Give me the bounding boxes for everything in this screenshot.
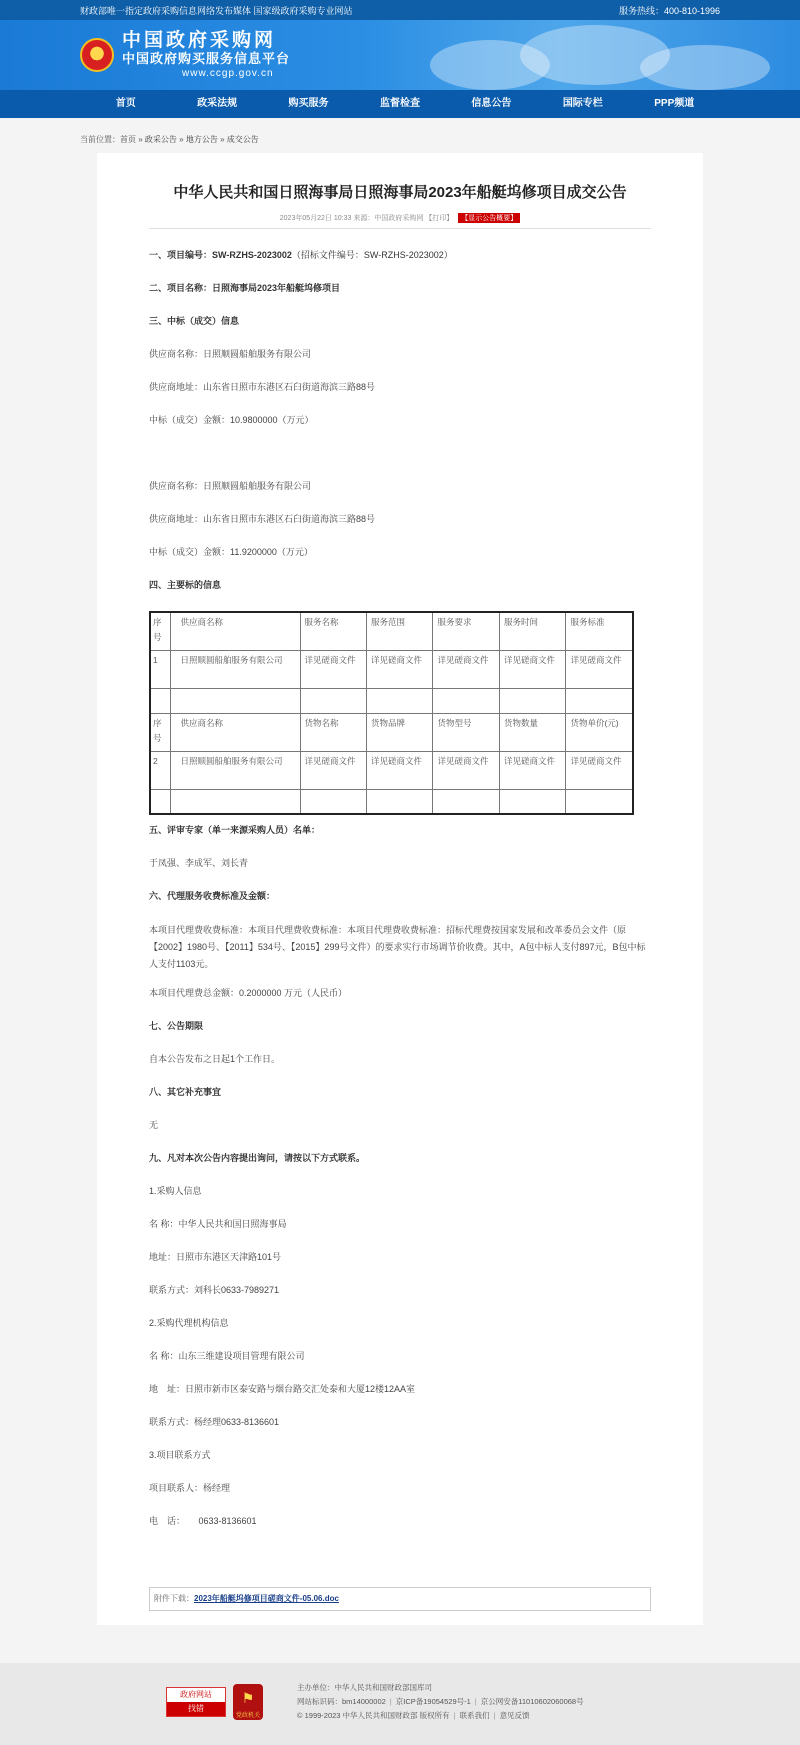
project-contact-person: 项目联系人：杨经理 — [149, 1483, 231, 1493]
breadcrumb-local[interactable]: 地方公告 — [185, 135, 218, 144]
table-cell: 货物品牌 — [366, 713, 432, 751]
project-code: SW-RZHS-2023002 — [212, 250, 292, 260]
table-row — [150, 688, 633, 713]
site-footer — [0, 1663, 800, 1745]
article-meta — [149, 213, 651, 223]
table-cell — [150, 688, 170, 713]
breadcrumb-deal[interactable]: 成交公告 — [226, 135, 259, 144]
main-nav — [0, 90, 800, 118]
table-cell — [499, 688, 565, 713]
footer-info: 主办单位：中华人民共和国财政部国库司 网站标识码：bm14000002 | 京ICP备19054529号-1 | 京公网安备11010602060068号 © 1999-2023 中华人民共和国财政部 版权所有 | 联系我们 | 意见反馈 — [297, 1683, 584, 1720]
host-unit: 主办单位：中华人民共和国财政部国库司 — [297, 1683, 432, 1692]
purchaser-contact: 联系方式：刘科长0633-7989271 — [149, 1285, 280, 1295]
purchaser-title: 1.采购人信息 — [149, 1186, 202, 1196]
table-cell: 详见磋商文件 — [366, 650, 432, 688]
gov-badge-action: 找错 — [167, 1702, 225, 1716]
breadcrumb-prefix: 当前位置： — [80, 135, 120, 144]
article-panel — [97, 153, 703, 1625]
supplier-address: 供应商地址：山东省日照市东港区石臼街道海滨三路88号 — [149, 382, 376, 392]
feedback-link[interactable]: 意见反馈 — [499, 1711, 530, 1720]
table-cell — [433, 688, 499, 713]
supplier-address: 供应商地址：山东省日照市东港区石臼街道海滨三路88号 — [149, 514, 376, 524]
purchaser-name: 名 称：中华人民共和国日照海事局 — [149, 1219, 287, 1229]
table-cell: 服务时间 — [499, 612, 565, 650]
page-title: 中华人民共和国日照海事局日照海事局2023年船艇坞修项目成交公告 — [173, 184, 627, 201]
table-cell: 货物型号 — [433, 713, 499, 751]
article-body — [149, 248, 651, 1547]
table-row — [150, 789, 633, 814]
nav-home[interactable]: 首页 — [115, 98, 136, 109]
site-id: 网站标识码：bm14000002 — [297, 1697, 386, 1706]
police-record-link[interactable]: 京公网安备11010602060068号 — [480, 1697, 584, 1706]
table-cell — [366, 789, 432, 814]
table-cell: 货物数量 — [499, 713, 565, 751]
table-cell: 服务名称 — [300, 612, 366, 650]
attachment-box — [149, 1587, 651, 1611]
table-cell: 详见磋商文件 — [366, 751, 432, 789]
attachment-label: 附件下载： — [154, 1594, 194, 1603]
table-row — [150, 650, 633, 688]
section-project-name: 二、项目名称：日照海事局2023年船艇坞修项目 — [149, 283, 341, 293]
site-subtitle: 中国政府购买服务信息平台 — [122, 50, 291, 66]
party-government-badge-icon[interactable]: ⚑ 党政机关 — [233, 1684, 263, 1720]
gov-badge-label: 政府网站 — [180, 1690, 212, 1699]
table-cell — [366, 688, 432, 713]
site-title: 中国政府采购网 — [122, 29, 277, 51]
table-cell: 详见磋商文件 — [499, 751, 565, 789]
table-cell: 序号 — [150, 612, 170, 650]
nav-purchase-services[interactable]: 购买服务 — [288, 98, 329, 109]
nav-international[interactable]: 国际专栏 — [562, 98, 603, 109]
table-cell — [499, 789, 565, 814]
table-cell: 详见磋商文件 — [499, 650, 565, 688]
table-cell — [300, 688, 366, 713]
site-logo[interactable] — [122, 31, 290, 80]
icp-license-link[interactable]: 京ICP备19054529号-1 — [395, 1697, 471, 1706]
table-cell: 详见磋商文件 — [566, 650, 633, 688]
table-cell: 供应商名称 — [170, 612, 300, 650]
breadcrumb — [80, 134, 720, 146]
top-bar-tagline: 财政部唯一指定政府采购信息网络发布媒体 国家级政府采购专业网站 — [80, 5, 353, 16]
purchaser-address: 地址：日照市东港区天津路101号 — [149, 1252, 282, 1262]
breadcrumb-sep: » — [138, 135, 143, 144]
article-source: 来源：中国政府采购网 — [353, 215, 424, 222]
items-table — [149, 611, 634, 815]
table-cell: 货物单价(元) — [566, 713, 633, 751]
project-contact-phone: 电 话： 0633-8136601 — [149, 1516, 257, 1526]
supplier-name: 供应商名称：日照顺圆船舶服务有限公司 — [149, 349, 312, 359]
copyright: © 1999-2023 中华人民共和国财政部 版权所有 — [297, 1711, 450, 1720]
fee-total: 本项目代理费总金额：0.2000000 万元（人民币） — [149, 988, 348, 998]
table-cell: 1 — [150, 650, 170, 688]
table-cell: 详见磋商文件 — [433, 650, 499, 688]
section-award-info: 三、中标（成交）信息 — [149, 316, 240, 326]
expert-list: 于凤强、李成军、刘长青 — [149, 858, 249, 868]
project-contact-title: 3.项目联系方式 — [149, 1450, 211, 1460]
table-cell — [170, 688, 300, 713]
breadcrumb-sep: » — [220, 135, 225, 144]
announcement-period: 自本公告发布之日起1个工作日。 — [149, 1054, 281, 1064]
divider — [149, 228, 651, 229]
table-cell — [300, 789, 366, 814]
site-header — [0, 20, 800, 90]
table-cell: 供应商名称 — [170, 713, 300, 751]
supplier-name: 供应商名称：日照顺圆船舶服务有限公司 — [149, 481, 312, 491]
table-cell: 服务范围 — [366, 612, 432, 650]
table-cell: 日照顺圆船舶服务有限公司 — [170, 751, 300, 789]
table-cell — [433, 789, 499, 814]
table-cell: 详见磋商文件 — [566, 751, 633, 789]
table-cell: 2 — [150, 751, 170, 789]
section-other: 八、其它补充事宜 — [149, 1087, 222, 1097]
agency-address: 地 址：日照市新市区泰安路与烟台路交汇处泰和大厦12楼12AA室 — [149, 1384, 416, 1394]
breadcrumb-announcements[interactable]: 政采公告 — [144, 135, 177, 144]
table-cell: 详见磋商文件 — [433, 751, 499, 789]
agency-name: 名 称：山东三维建设项目管理有限公司 — [149, 1351, 305, 1361]
table-cell: 日照顺圆船舶服务有限公司 — [170, 650, 300, 688]
section-experts: 五、评审专家（单一来源采购人员）名单： — [149, 825, 321, 835]
table-header-row — [150, 612, 633, 650]
table-cell — [150, 789, 170, 814]
top-bar — [0, 0, 800, 20]
spacer — [149, 446, 651, 479]
fee-standard: 本项目代理费收费标准：本项目代理费收费标准：本项目代理费收费标准：招标代理费按国家发展和改革委员会文件（原【2002】1980号、【2011】534号、【2015】299号文件）的要求实行市场调节价收费。其中，A包中标人支付897元，B包中标人支付1103元。 — [149, 925, 646, 969]
nav-ppp[interactable]: PPP频道 — [654, 98, 695, 109]
party-badge-label: 党政机关 — [235, 1713, 260, 1719]
gov-site-error-report-badge[interactable] — [166, 1687, 226, 1717]
table-cell: 序号 — [150, 713, 170, 751]
section-period: 七、公告期限 — [149, 1021, 204, 1031]
award-amount: 中标（成交）金额：11.9200000（万元） — [149, 547, 313, 557]
table-row — [150, 751, 633, 789]
table-header-row — [150, 713, 633, 751]
agency-title: 2.采购代理机构信息 — [149, 1318, 229, 1328]
national-emblem-icon: ★ — [80, 38, 114, 72]
attachment-link[interactable]: 2023年船艇坞修项目磋商文件-05.06.doc — [194, 1594, 339, 1603]
table-cell — [170, 789, 300, 814]
section-contact: 九、凡对本次公告内容提出询问，请按以下方式联系。 — [149, 1153, 366, 1163]
nav-supervision[interactable]: 监督检查 — [379, 98, 420, 109]
table-cell: 详见磋商文件 — [300, 650, 366, 688]
service-hotline: 服务热线：400-810-1996 — [618, 5, 720, 16]
table-cell — [566, 688, 633, 713]
section-agency-fee: 六、代理服务收费标准及金额： — [149, 891, 276, 901]
publish-date: 2023年05月22日 10:33 — [279, 215, 352, 222]
site-url: www.ccgp.gov.cn — [182, 67, 274, 79]
tender-file-code: （招标文件编号：SW-RZHS-2023002） — [291, 250, 453, 260]
award-amount: 中标（成交）金额：10.9800000（万元） — [149, 415, 314, 425]
breadcrumb-home[interactable]: 首页 — [120, 135, 136, 144]
table-cell: 详见磋商文件 — [300, 751, 366, 789]
section-main-items: 四、主要标的信息 — [149, 580, 222, 590]
agency-contact: 联系方式：杨经理0633-8136601 — [149, 1417, 280, 1427]
project-code-label: 一、项目编号： — [149, 250, 213, 260]
section-project-code — [149, 248, 651, 281]
print-link[interactable]: 【打印】 — [425, 215, 454, 222]
table-cell: 服务要求 — [433, 612, 499, 650]
breadcrumb-sep: » — [179, 135, 184, 144]
table-cell — [566, 789, 633, 814]
nav-announcements[interactable]: 信息公告 — [471, 98, 512, 109]
summary-button[interactable]: 【显示公告概要】 — [458, 213, 520, 223]
nav-regulations[interactable]: 政采法规 — [197, 98, 238, 109]
table-cell: 货物名称 — [300, 713, 366, 751]
contact-us-link[interactable]: 联系我们 — [459, 1711, 490, 1720]
table-cell: 服务标准 — [566, 612, 633, 650]
other-matters: 无 — [149, 1120, 159, 1130]
